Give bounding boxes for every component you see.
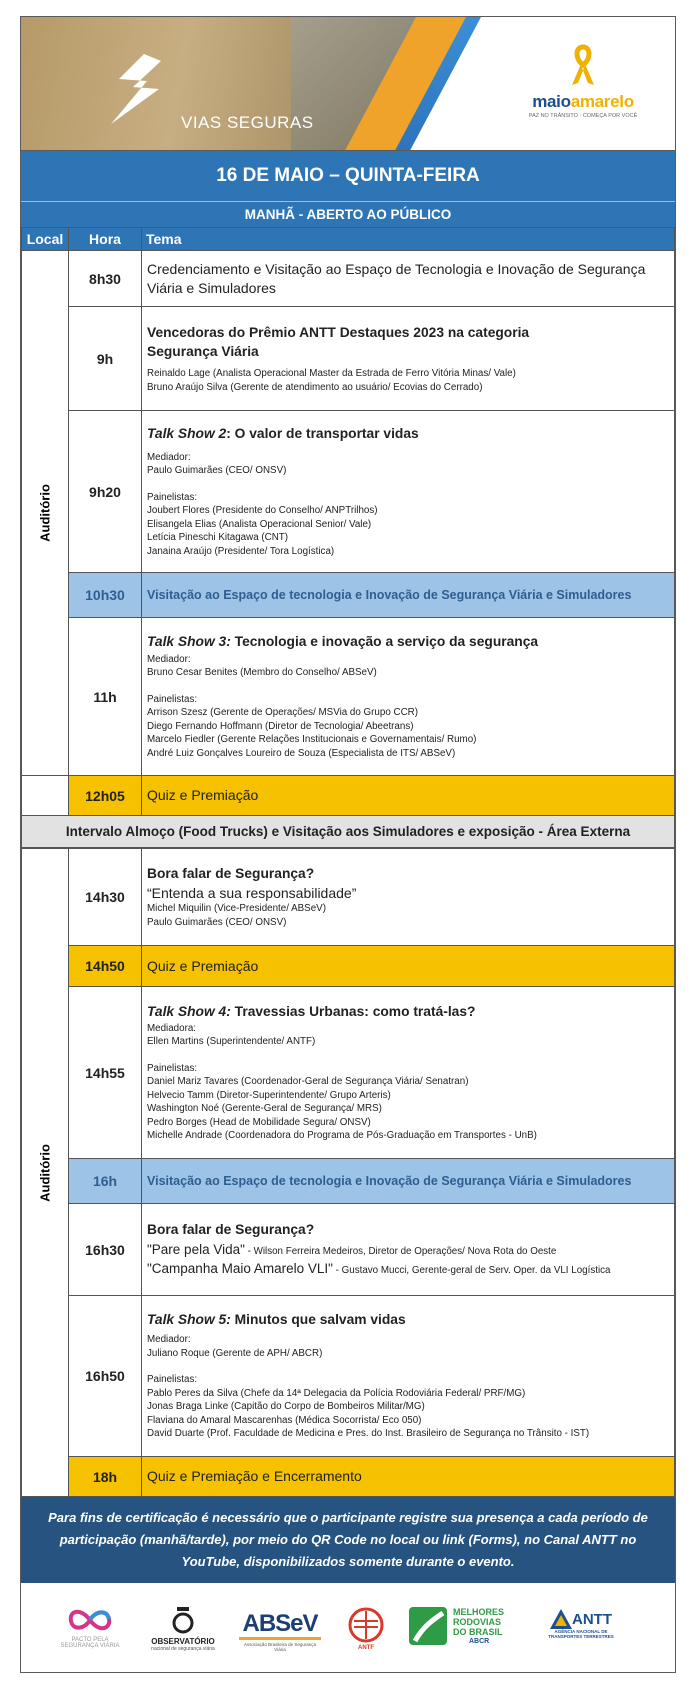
mediator: Ellen Martins (Superintendente/ ANTF)	[147, 1036, 316, 1047]
sponsor-abcr	[409, 1607, 519, 1647]
talk-show-title: Travessias Urbanas: como tratá-las?	[230, 1003, 476, 1019]
table-row	[22, 1159, 675, 1204]
row-topic: Quiz e Premiação e Encerramento	[142, 1457, 675, 1497]
panelist: Jonas Braga Linke (Capitão do Corpo de Bombeiros Militar/MG)	[147, 1401, 425, 1413]
row-time: 16h30	[69, 1204, 142, 1296]
session-title	[147, 425, 670, 442]
sponsor-label: PACTO PELA SEGURANÇA VIÁRIA	[60, 1637, 120, 1649]
participant: Michel Miquilin (Vice-Presidente/ ABSeV)	[147, 903, 326, 914]
table-row	[22, 573, 675, 618]
table-row	[22, 251, 675, 307]
participant: Paulo Guimarães (CEO/ ONSV)	[147, 916, 287, 928]
row-topic: Quiz e Premiação	[142, 776, 675, 816]
table-row	[22, 411, 675, 573]
column-header-row	[22, 228, 675, 251]
sponsor-label: MELHORES	[453, 1607, 505, 1617]
panelist: Letícia Pineschi Kitagawa (CNT)	[147, 532, 289, 544]
row-time: 11h	[69, 618, 142, 776]
row-topic	[142, 618, 675, 776]
row-topic: Credenciamento e Visitação ao Espaço de Tecnologia e Inovação de Segurança Viária e Simuladores	[142, 251, 675, 307]
table-row	[22, 1204, 675, 1296]
row-time: 14h50	[69, 946, 142, 987]
session-title: Bora falar de Segurança?	[147, 1222, 315, 1237]
panelist: Janaina Araújo (Presidente/ Tora Logística)	[147, 545, 335, 557]
sponsor-antt	[541, 1609, 621, 1639]
row-topic	[142, 987, 675, 1159]
campaign-name: "Pare pela Vida"	[147, 1242, 245, 1257]
row-topic	[142, 849, 675, 946]
campaign-line	[147, 1259, 670, 1278]
panelist: Michelle Andrade (Coordenadora do Programa de Pós-Graduação em Transportes - UnB)	[147, 1130, 537, 1141]
table-row	[22, 1296, 675, 1457]
row-topic	[142, 411, 675, 573]
ribbon-icon	[568, 43, 598, 87]
sponsor-pacto	[55, 1605, 125, 1649]
panelist: Elisangela Elias (Analista Operacional Senior/ Vale)	[147, 518, 372, 530]
table-row	[22, 849, 675, 946]
sponsor-label: ANTT	[572, 1610, 612, 1628]
sponsor-label: DO BRASIL	[453, 1627, 503, 1637]
row-topic	[142, 1204, 675, 1296]
campaign-tagline: PAZ NO TRÂNSITO · COMEÇA POR VOCÊ	[528, 113, 638, 119]
campaign-word-a: maio	[532, 92, 571, 111]
mediator: Paulo Guimarães (CEO/ ONSV)	[147, 465, 287, 477]
panelist: Washington Noé (Gerente-Geral de Segurança/ MRS)	[147, 1103, 382, 1114]
panelist: Flaviana do Amaral Mascarenhas (Médica Socorrista/ Eco 050)	[147, 1414, 422, 1426]
maio-amarelo-logo	[523, 43, 643, 119]
infinity-icon	[65, 1605, 115, 1635]
observatorio-icon	[171, 1605, 195, 1635]
table-row	[22, 618, 675, 776]
talk-show-label: Talk Show 5:	[147, 1312, 231, 1328]
participant: Reinaldo Lage (Analista Operacional Master da Estrada de Ferro Vitória Minas/ Vale)	[147, 368, 516, 379]
campaign-speaker: - Gustavo Mucci, Gerente-geral de Serv. Oper. da VLI Logística	[332, 1265, 611, 1276]
talk-show-label: Talk Show 4:	[147, 1003, 231, 1019]
participant: Bruno Araújo Silva (Gerente de atendimento ao usuário/ Ecovias do Cerrado)	[147, 381, 483, 393]
row-time: 14h30	[69, 849, 142, 946]
mediator: Juliano Roque (Gerente de APH/ ABCR)	[147, 1347, 323, 1359]
local-cell	[22, 849, 69, 1497]
session-title: Bora falar de Segurança?	[147, 866, 315, 881]
row-topic: Visitação ao Espaço de tecnologia e Inovação de Segurança Viária e Simuladores	[142, 1159, 675, 1204]
sponsor-label: ABSeV	[239, 1611, 321, 1640]
mediator-label: Mediador:	[147, 1334, 191, 1346]
row-time: 16h50	[69, 1296, 142, 1457]
certification-note: Para fins de certificação é necessário que o participante registre sua presença a cada período de participação (manhã/tarde), por meio do QR Code no local ou link (Forms), no Canal ANTT no YouTube, disponibilizados somente durante o evento.	[21, 1497, 675, 1583]
row-topic: Quiz e Premiação	[142, 946, 675, 987]
rodovias-icon	[409, 1607, 447, 1645]
break-row	[22, 816, 675, 848]
session-title	[147, 1311, 670, 1328]
campaign-speaker: - Wilson Ferreira Medeiros, Diretor de Operações/ Nova Rota do Oeste	[244, 1246, 557, 1257]
campaign-line	[147, 1240, 670, 1259]
sponsor-label: ANTF	[358, 1645, 374, 1651]
panelist: Arrison Szesz (Gerente de Operações/ MSVia do Grupo CCR)	[147, 707, 418, 719]
row-topic: Visitação ao Espaço de tecnologia e Inovação de Segurança Viária e Simuladores	[142, 573, 675, 618]
campaign-word-b: amarelo	[570, 92, 634, 111]
sponsor-sublabel: AGÊNCIA NACIONAL DE TRANSPORTES TERRESTRES	[548, 1629, 614, 1639]
row-time: 8h30	[69, 251, 142, 307]
sponsor-logos	[21, 1583, 675, 1672]
mediator-label: Mediadora:	[147, 1022, 197, 1034]
col-hora: Hora	[69, 228, 142, 251]
empty-cell	[22, 776, 69, 816]
row-topic	[142, 1296, 675, 1457]
sponsor-absev	[239, 1611, 321, 1652]
sponsor-observatorio	[143, 1605, 223, 1652]
table-row	[22, 776, 675, 816]
panelists-label: Painelistas:	[147, 1062, 198, 1074]
mediator-label: Mediador:	[147, 451, 191, 463]
table-row	[22, 307, 675, 411]
talk-show-label: Talk Show 3:	[147, 633, 231, 649]
talk-show-title: Tecnologia e inovação a serviço da segurança	[230, 633, 539, 649]
talk-show-label: Talk Show 2	[147, 425, 227, 441]
row-topic	[142, 307, 675, 411]
local-label: Auditório	[37, 1143, 53, 1202]
sponsor-label: OBSERVATÓRIO	[151, 1637, 215, 1646]
antt-triangle-icon	[550, 1609, 572, 1629]
panelist: Pedro Borges (Head de Mobilidade Segura/ ONSV)	[147, 1116, 371, 1128]
campaign-wordmark	[523, 92, 643, 112]
afternoon-schedule	[21, 848, 675, 1497]
header-banner	[21, 17, 675, 150]
row-time: 10h30	[69, 573, 142, 618]
mediator-label: Mediador:	[147, 653, 191, 665]
panelist: Daniel Mariz Tavares (Coordenador-Geral de Segurança Viária/ Senatran)	[147, 1076, 469, 1087]
sponsor-sublabel: Associação Brasileira de Segurança Viária	[243, 1642, 317, 1652]
panelist: Joubert Flores (Presidente do Conselho/ ANPTrilhos)	[147, 505, 378, 517]
morning-title: MANHÃ - ABERTO AO PÚBLICO	[21, 201, 675, 227]
col-local: Local	[22, 228, 69, 251]
local-cell	[22, 251, 69, 776]
panelist: Pablo Peres da Silva (Chefe da 14ª Delegacia da Polícia Rodoviária Federal/ PRF/MG)	[147, 1387, 526, 1399]
day-title: 16 DE MAIO – QUINTA-FEIRA	[21, 150, 675, 201]
talk-show-title: : O valor de transportar vidas	[226, 425, 419, 441]
schedule-frame	[20, 16, 676, 1673]
row-time: 9h	[69, 307, 142, 411]
session-title	[147, 1003, 670, 1020]
sponsor-label: RODOVIAS	[453, 1617, 502, 1627]
table-row	[22, 946, 675, 987]
table-row	[22, 1457, 675, 1497]
row-time: 12h05	[69, 776, 142, 816]
row-time: 9h20	[69, 411, 142, 573]
table-row	[22, 987, 675, 1159]
row-time: 16h	[69, 1159, 142, 1204]
session-quote: “Entenda a sua responsabilidade”	[147, 885, 357, 901]
antf-icon	[346, 1607, 386, 1643]
vias-seguras-logo-icon	[99, 49, 179, 129]
morning-schedule	[21, 227, 675, 848]
session-title	[147, 633, 670, 650]
panelist: André Luiz Gonçalves Loureiro de Souza (Especialista de ITS/ ABSeV)	[147, 747, 456, 759]
brand-name: VIAS SEGURAS	[181, 113, 314, 132]
session-title: Vencedoras do Prêmio ANTT Destaques 2023 na categoria Segurança Viária	[147, 325, 530, 359]
campaign-name: "Campanha Maio Amarelo VLI"	[147, 1261, 333, 1276]
row-time: 14h55	[69, 987, 142, 1159]
panelists-label: Painelistas:	[147, 491, 198, 503]
panelist: Marcelo Fiedler (Gerente Relações Institucionais e Governamentais/ Rumo)	[147, 734, 477, 746]
col-tema: Tema	[142, 228, 675, 251]
sponsor-sublabel: nacional de segurança viária	[151, 1646, 215, 1652]
lunch-break: Intervalo Almoço (Food Trucks) e Visitação aos Simuladores e exposição - Área Externa	[22, 816, 675, 848]
panelists-label: Painelistas:	[147, 1374, 198, 1386]
mediator: Bruno Cesar Benites (Membro do Conselho/ ABSeV)	[147, 667, 377, 679]
panelist: Helvecio Tamm (Diretor-Superintendente/ Grupo Arteris)	[147, 1089, 391, 1101]
sponsor-sublabel: ABCR	[469, 1638, 490, 1645]
sponsor-antf	[341, 1607, 391, 1651]
local-label: Auditório	[37, 484, 53, 542]
row-time: 18h	[69, 1457, 142, 1497]
panelists-label: Painelistas:	[147, 693, 198, 705]
panelist: David Duarte (Prof. Faculdade de Medicina e Pres. do Inst. Brasileiro de Segurança no Trânsito - IST)	[147, 1428, 590, 1440]
panelist: Diego Fernando Hoffmann (Diretor de Tecnologia/ Abeetrans)	[147, 720, 414, 732]
talk-show-title: Minutos que salvam vidas	[230, 1312, 406, 1328]
